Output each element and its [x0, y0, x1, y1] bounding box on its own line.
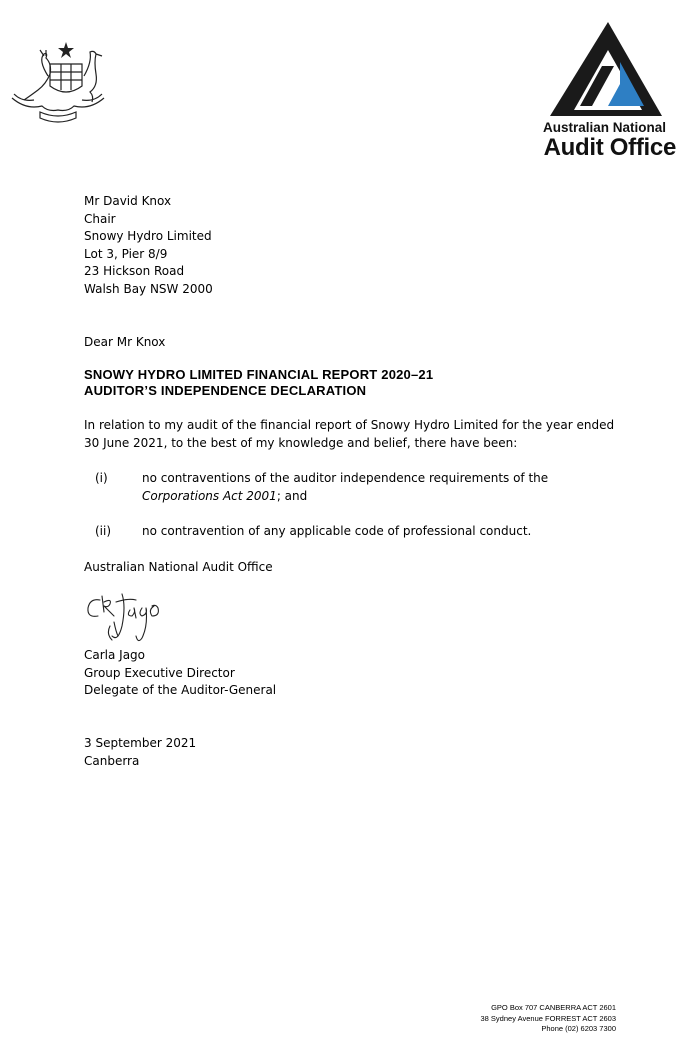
letter-heading: [84, 367, 433, 399]
letter-place: Canberra: [84, 753, 140, 768]
addressee-block: [84, 193, 213, 298]
salutation: Dear Mr Knox: [84, 335, 166, 349]
organisation-name: Australian National Audit Office: [84, 560, 273, 574]
intro-paragraph: In relation to my audit of the financial report of Snowy Hydro Limited for the year ended 30 June 2021, to the best of my knowledge and belief, there have been:: [84, 418, 615, 450]
addressee-address-line1: Lot 3, Pier 8/9: [84, 246, 168, 261]
item-text-before: no contraventions of the auditor independence requirements of the: [142, 471, 549, 485]
footer-line1: GPO Box 707 CANBERRA ACT 2601: [491, 1003, 616, 1012]
heading-line1: SNOWY HYDRO LIMITED FINANCIAL REPORT 2020–21: [84, 367, 434, 382]
anao-triangle-icon: [550, 22, 662, 116]
item-number: (i): [95, 471, 108, 485]
addressee-title: Chair: [84, 211, 116, 226]
letter-date: 3 September 2021: [84, 736, 197, 750]
addressee-company: Snowy Hydro Limited: [84, 229, 212, 243]
item-text: [142, 470, 622, 505]
footer-line3: Phone (02) 6203 7300: [541, 1024, 616, 1033]
addressee-name: Mr David Knox: [84, 194, 172, 208]
addressee-address-line2: 23 Hickson Road: [84, 264, 185, 278]
item-number: (ii): [95, 524, 112, 538]
signatory-title: Group Executive Director: [84, 665, 235, 680]
act-name: Corporations Act 2001: [142, 488, 277, 503]
anao-logo-line2: Audit Office: [543, 134, 676, 161]
signatory-block: [84, 647, 276, 700]
anao-logo: [530, 22, 680, 162]
signatory-role: Delegate of the Auditor-General: [84, 683, 277, 697]
item-text: no contravention of any applicable code of professional conduct.: [142, 524, 532, 538]
handwritten-signature: [82, 586, 174, 646]
anao-logo-line1: Australian National: [542, 120, 666, 135]
coat-of-arms-icon: [8, 40, 108, 126]
item-text-after: ; and: [276, 488, 308, 503]
heading-line2: AUDITOR’S INDEPENDENCE DECLARATION: [84, 383, 367, 398]
signatory-name: Carla Jago: [84, 648, 146, 662]
addressee-address-line3: Walsh Bay NSW 2000: [84, 281, 213, 296]
footer-line2: 38 Sydney Avenue FORREST ACT 2603: [480, 1013, 616, 1023]
footer-address: [481, 1003, 617, 1035]
date-place-block: [84, 735, 196, 770]
